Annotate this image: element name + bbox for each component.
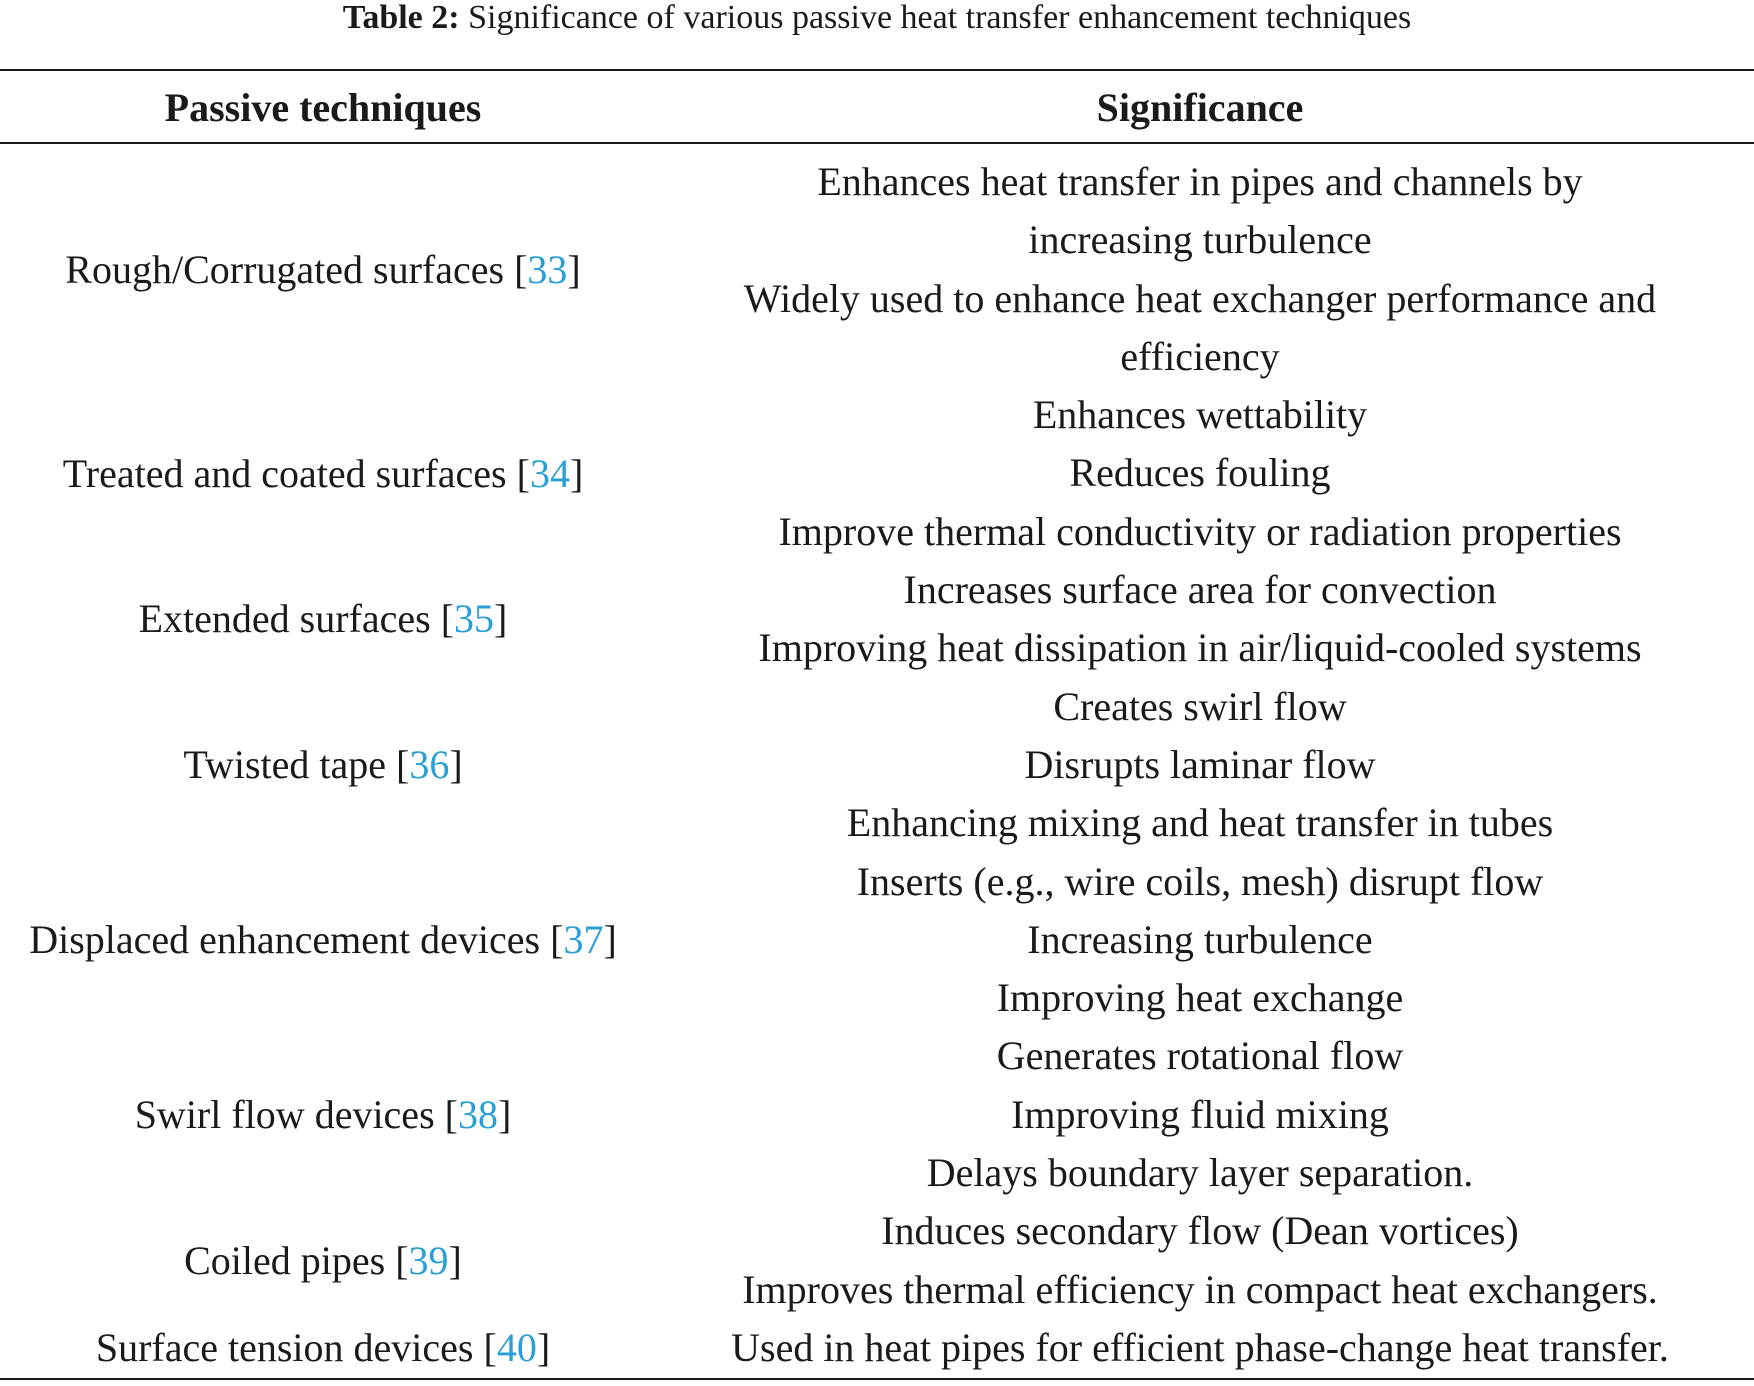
technique-name: Swirl flow devices (134, 1091, 435, 1137)
significance-cell (646, 561, 1754, 678)
significance-line: Improve thermal conductivity or radiation properties (778, 508, 1622, 554)
technique-cell: Treated and coated surfaces [34] (62, 450, 584, 496)
reference-link[interactable]: 34 (529, 450, 570, 496)
technique-cell: Extended surfaces [35] (138, 596, 508, 642)
significance-line: Improving heat exchange (996, 975, 1404, 1021)
significance-cell (646, 1202, 1754, 1319)
table-row (0, 853, 1754, 1028)
reference-link[interactable]: 35 (454, 596, 495, 642)
table-caption-text: Significance of various passive heat transfer enhancement techniques (459, 0, 1412, 36)
table-header-rule (0, 142, 1754, 144)
significance-line: Improves thermal efficiency in compact heat exchangers. (742, 1266, 1658, 1312)
reference-link[interactable]: 40 (496, 1325, 537, 1371)
significance-line: Improving fluid mixing (1011, 1091, 1389, 1137)
significance-line: Enhances heat transfer in pipes and channels by (817, 159, 1583, 204)
table-bottom-rule (0, 1378, 1754, 1380)
significance-line: Used in heat pipes for efficient phase-change heat transfer. (731, 1324, 1669, 1370)
significance-line: Increasing turbulence (1027, 916, 1373, 962)
table-top-rule (0, 69, 1754, 71)
table-caption (0, 0, 1754, 40)
technique-cell: Rough/Corrugated surfaces [33] (65, 246, 581, 292)
table-row (0, 1319, 1754, 1377)
table-body (0, 153, 1754, 1377)
reference-link[interactable]: 37 (563, 917, 604, 962)
reference-link[interactable]: 39 (408, 1237, 449, 1283)
significance-line: Generates rotational flow (996, 1033, 1404, 1079)
technique-name: Rough/Corrugated surfaces (65, 246, 505, 292)
significance-line: Enhancing mixing and heat transfer in tubes (846, 800, 1554, 846)
table-row (0, 153, 1754, 386)
column-header-techniques: Passive techniques (164, 85, 482, 130)
table-row (0, 1202, 1754, 1319)
significance-line: increasing turbulence (1028, 217, 1372, 263)
significance-cell (646, 386, 1754, 561)
table-row (0, 561, 1754, 678)
technique-cell: Twisted tape [36] (183, 742, 463, 788)
technique-cell: Surface tension devices [40] (95, 1325, 551, 1371)
significance-line: Improving heat dissipation in air/liquid-cooled systems (758, 625, 1642, 671)
table-caption-label: Table 2: (342, 0, 460, 36)
technique-name: Twisted tape (183, 742, 387, 788)
significance-cell (646, 853, 1754, 1028)
significance-cell (646, 1319, 1754, 1377)
technique-name: Coiled pipes (184, 1237, 386, 1283)
table-row (0, 678, 1754, 853)
technique-cell: Displaced enhancement devices [37] (29, 917, 617, 962)
significance-line: Increases surface area for convection (903, 567, 1497, 613)
technique-name: Treated and coated surfaces (62, 450, 507, 496)
significance-cell (646, 1027, 1754, 1202)
significance-line: Widely used to enhance heat exchanger performance and (743, 275, 1657, 321)
significance-line: Enhances wettability (1032, 392, 1368, 438)
significance-line: Inserts (e.g., wire coils, mesh) disrupt flow (856, 858, 1544, 904)
table-row (0, 1027, 1754, 1202)
reference-link[interactable]: 36 (409, 742, 450, 788)
significance-line: Induces secondary flow (Dean vortices) (881, 1208, 1519, 1254)
significance-line: Disrupts laminar flow (1024, 741, 1376, 787)
reference-link[interactable]: 38 (457, 1091, 498, 1137)
table-row (0, 386, 1754, 561)
technique-name: Extended surfaces (138, 596, 431, 642)
column-header-significance: Significance (1096, 85, 1304, 130)
significance-line: efficiency (1120, 333, 1280, 379)
significance-line: Delays boundary layer separation. (926, 1150, 1474, 1196)
technique-name: Surface tension devices (95, 1325, 474, 1371)
significance-cell (646, 153, 1754, 386)
significance-line: Reduces fouling (1069, 450, 1331, 496)
technique-name: Displaced enhancement devices (29, 917, 541, 962)
reference-link[interactable]: 33 (527, 246, 568, 292)
technique-cell: Coiled pipes [39] (184, 1237, 462, 1283)
significance-cell (646, 678, 1754, 853)
technique-cell: Swirl flow devices [38] (134, 1091, 512, 1137)
significance-line: Creates swirl flow (1053, 683, 1347, 729)
